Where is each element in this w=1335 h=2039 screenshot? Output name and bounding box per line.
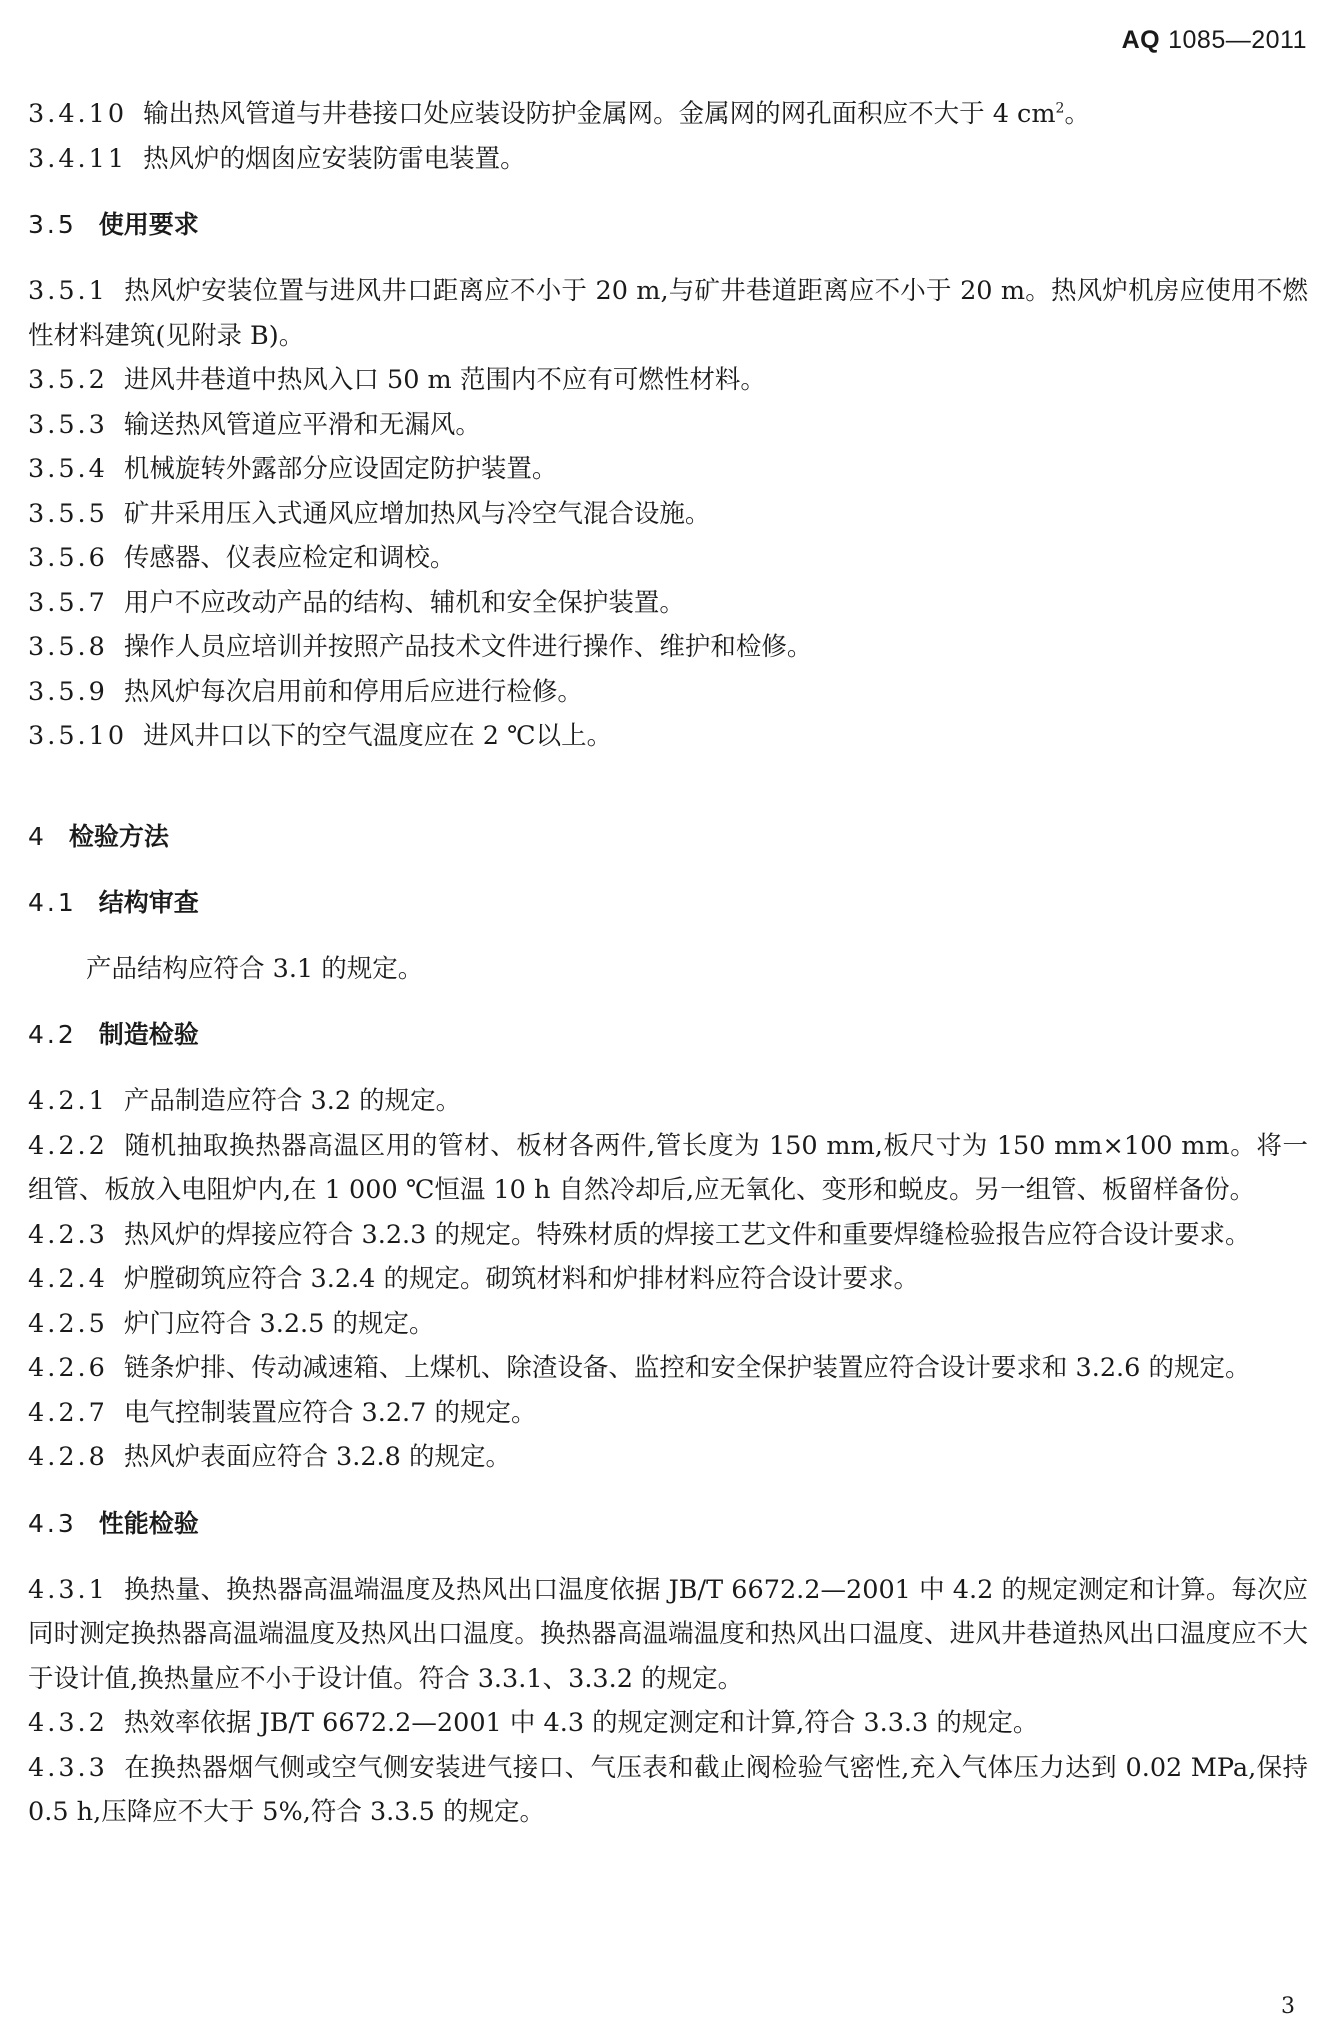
clause-4-2-2: 4.2.2 随机抽取换热器高温区用的管材、板材各两件,管长度为 150 mm,板尺寸为 150 mm×100 mm。将一组管、板放入电阻炉内,在 1 000 ℃恒温 10 h 自然冷却后,应无氧化、变形和蜕皮。另一组管、板留样备份。 [28,1130,1308,1205]
section-heading-4-2: 4.2 制造检验 [28,1020,199,1049]
standard-prefix: AQ [1121,26,1161,54]
clause-4-2-5: 4.2.5 炉门应符合 3.2.5 的规定。 [28,1308,435,1339]
section-heading-3-5: 3.5 使用要求 [28,210,199,239]
clause-4-2-8: 4.2.8 热风炉表面应符合 3.2.8 的规定。 [28,1442,511,1472]
page-number: 3 [1281,1994,1295,2019]
clause-3-5-10: 3.5.10 进风井口以下的空气温度应在 2 ℃以上。 [28,721,613,751]
clause-3-5-7: 3.5.7 用户不应改动产品的结构、辅机和安全保护装置。 [28,587,685,618]
section-heading-4-3: 4.3 性能检验 [28,1508,199,1538]
document-body [28,92,1308,1835]
clause-3-5-2: 3.5.2 进风井巷道中热风入口 50 m 范围内不应有可燃性材料。 [28,365,766,395]
clause-3-5-9: 3.5.9 热风炉每次启用前和停用后应进行检修。 [28,676,583,707]
chapter-heading-4: 4 检验方法 [28,821,169,851]
paragraph-4-1: 产品结构应符合 3.1 的规定。 [86,953,424,984]
clause-3-5-8: 3.5.8 操作人员应培训并按照产品技术文件进行操作、维护和检修。 [28,632,813,662]
standard-number: 1085—2011 [1168,26,1307,54]
clause-4-2-6: 4.2.6 链条炉排、传动减速箱、上煤机、除渣设备、监控和安全保护装置应符合设计要求和 3.2.6 的规定。 [28,1353,1251,1383]
clause-4-2-1: 4.2.1 产品制造应符合 3.2 的规定。 [28,1086,462,1116]
clause-3-4-11: 3.4.11 热风炉的烟囱应安装防雷电装置。 [28,143,526,174]
clause-3-5-4: 3.5.4 机械旋转外露部分应设固定防护装置。 [28,454,558,484]
clause-4-2-7: 4.2.7 电气控制装置应符合 3.2.7 的规定。 [28,1397,537,1428]
section-heading-4-1: 4.1 结构审查 [28,887,199,917]
clause-3-5-1: 3.5.1 热风炉安装位置与进风井口距离应不小于 20 m,与矿井巷道距离应不小于 20 m。热风炉机房应使用不燃性材料建筑(见附录 B)。 [28,276,1308,351]
document-code [1122,26,1307,55]
clause-4-2-4: 4.2.4 炉膛砌筑应符合 3.2.4 的规定。砌筑材料和炉排材料应符合设计要求。 [28,1264,919,1294]
clause-4-3-2: 4.3.2 热效率依据 JB/T 6672.2—2001 中 4.3 的规定测定和计算,符合 3.3.3 的规定。 [28,1708,1039,1738]
clause-4-2-3: 4.2.3 热风炉的焊接应符合 3.2.3 的规定。特殊材质的焊接工艺文件和重要焊缝检验报告应符合设计要求。 [28,1219,1251,1250]
clause-3-5-6: 3.5.6 传感器、仪表应检定和调校。 [28,543,456,573]
clause-4-3-3: 4.3.3 在换热器烟气侧或空气侧安装进气接口、气压表和截止阀检验气密性,充入气体压力达到 0.02 MPa,保持 0.5 h,压降应不大于 5%,符合 3.3.5 的规定。 [28,1752,1308,1827]
clause-3-5-3: 3.5.3 输送热风管道应平滑和无漏风。 [28,409,481,440]
clause-3-5-5: 3.5.5 矿井采用压入式通风应增加热风与冷空气混合设施。 [28,498,711,529]
clause-4-3-1: 4.3.1 换热量、换热器高温端温度及热风出口温度依据 JB/T 6672.2—2001 中 4.2 的规定测定和计算。每次应同时测定换热器高温端温度及热风出口温度。换热器高温端温度和热风出口温度、进风井巷道热风出口温度应不大于设计值,换热量应不小于设计值。符合 3.3.1、3.3.2 的规定。 [28,1574,1308,1694]
clause-3-4-10: 3.4.10 输出热风管道与井巷接口处应装设防护金属网。金属网的网孔面积应不大于 4 $cm^2$。 [28,99,1090,129]
